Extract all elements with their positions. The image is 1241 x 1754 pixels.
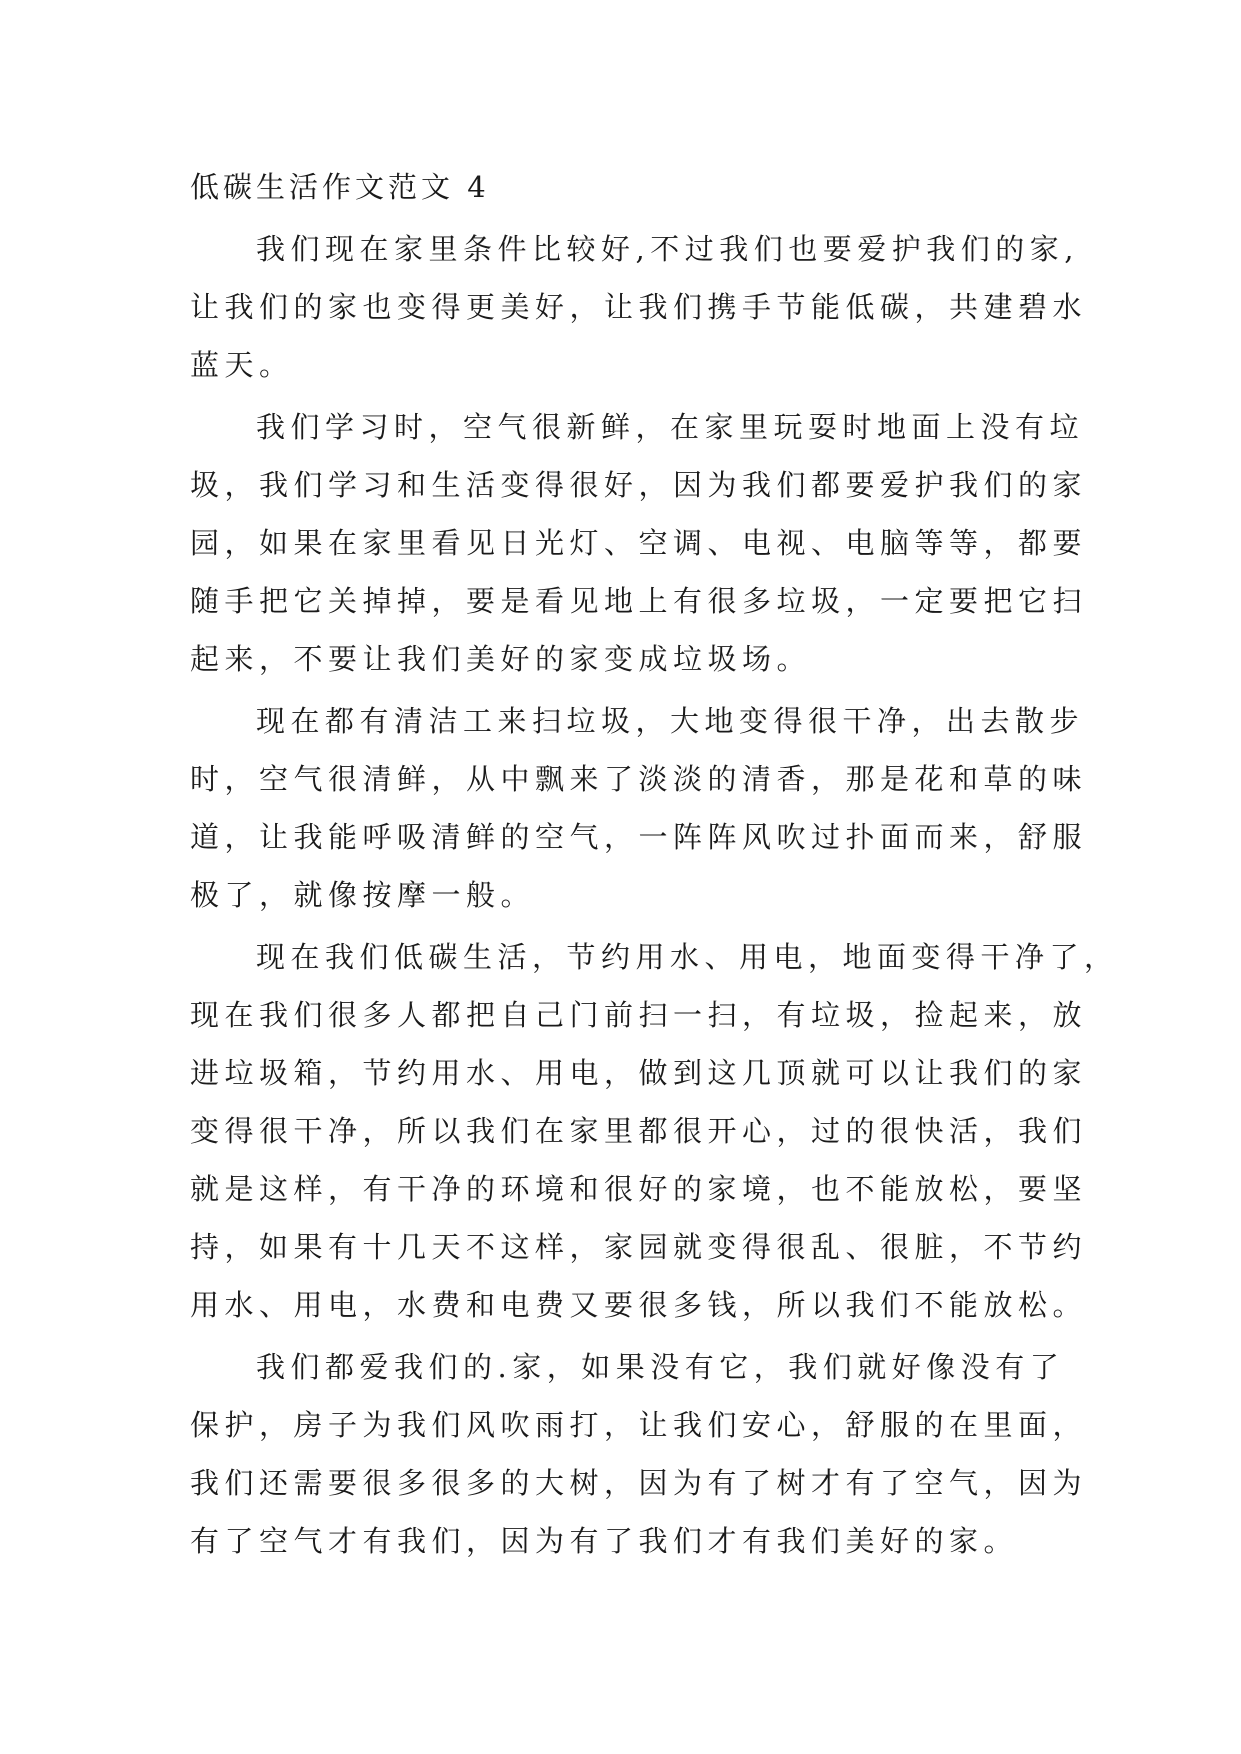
text-line: 圾，我们学习和生活变得很好，因为我们都要爱护我们的家 [190, 468, 1088, 502]
text-line: 现在都有清洁工来扫垃圾，大地变得很干净，出去散步 [256, 704, 1085, 738]
text-line: 现在我们低碳生活，节约用水、用电，地面变得干净了， [256, 940, 1119, 974]
text-line: 变得很干净，所以我们在家里都很开心，过的很快活，我们 [190, 1114, 1088, 1148]
document-page [190, 158, 1119, 1574]
document-title: 低碳生活作文范文 4 [190, 170, 490, 204]
text-line: 持，如果有十几天不这样，家园就变得很乱、很脏，不节约 [190, 1230, 1088, 1264]
text-line: 我们现在家里条件比较好,不过我们也要爱护我们的家, [256, 232, 1079, 266]
text-line: 我们还需要很多很多的大树，因为有了树才有了空气，因为 [190, 1466, 1088, 1500]
text-line: 就是这样，有干净的环境和很好的家境，也不能放松，要坚 [190, 1172, 1088, 1206]
text-line: 让我们的家也变得更美好，让我们携手节能低碳，共建碧水 [190, 290, 1088, 324]
paragraph-1 [190, 220, 1090, 394]
text-line: 道，让我能呼吸清鲜的空气，一阵阵风吹过扑面而来，舒服 [190, 820, 1088, 854]
text-line: 现在我们很多人都把自己门前扫一扫，有垃圾，捡起来，放 [190, 998, 1088, 1032]
text-line: 起来，不要让我们美好的家变成垃圾场。 [190, 642, 812, 676]
text-line: 园，如果在家里看见日光灯、空调、电视、电脑等等，都要 [190, 526, 1088, 560]
text-line: 时，空气很清鲜，从中飘来了淡淡的清香，那是花和草的味 [190, 762, 1088, 796]
text-line: 保护，房子为我们风吹雨打，让我们安心，舒服的在里面， [190, 1408, 1088, 1442]
paragraph-3 [190, 692, 1090, 924]
text-line: 我们学习时，空气很新鲜，在家里玩耍时地面上没有垃 [256, 410, 1085, 444]
text-line: 有了空气才有我们，因为有了我们才有我们美好的家。 [190, 1524, 1019, 1558]
text-line: 进垃圾箱，节约用水、用电，做到这几顶就可以让我们的家 [190, 1056, 1088, 1090]
paragraph-2 [190, 398, 1090, 688]
text-line: 极了，就像按摩一般。 [190, 878, 536, 912]
paragraph-4 [190, 928, 1119, 1334]
text-line: 蓝天。 [190, 348, 294, 382]
text-line: 用水、用电，水费和电费又要很多钱，所以我们不能放松。 [190, 1288, 1088, 1322]
text-line: 随手把它关掉掉，要是看见地上有很多垃圾，一定要把它扫 [190, 584, 1088, 618]
paragraph-5 [190, 1338, 1090, 1570]
text-line: 我们都爱我们的.家，如果没有它，我们就好像没有了 [256, 1350, 1065, 1384]
